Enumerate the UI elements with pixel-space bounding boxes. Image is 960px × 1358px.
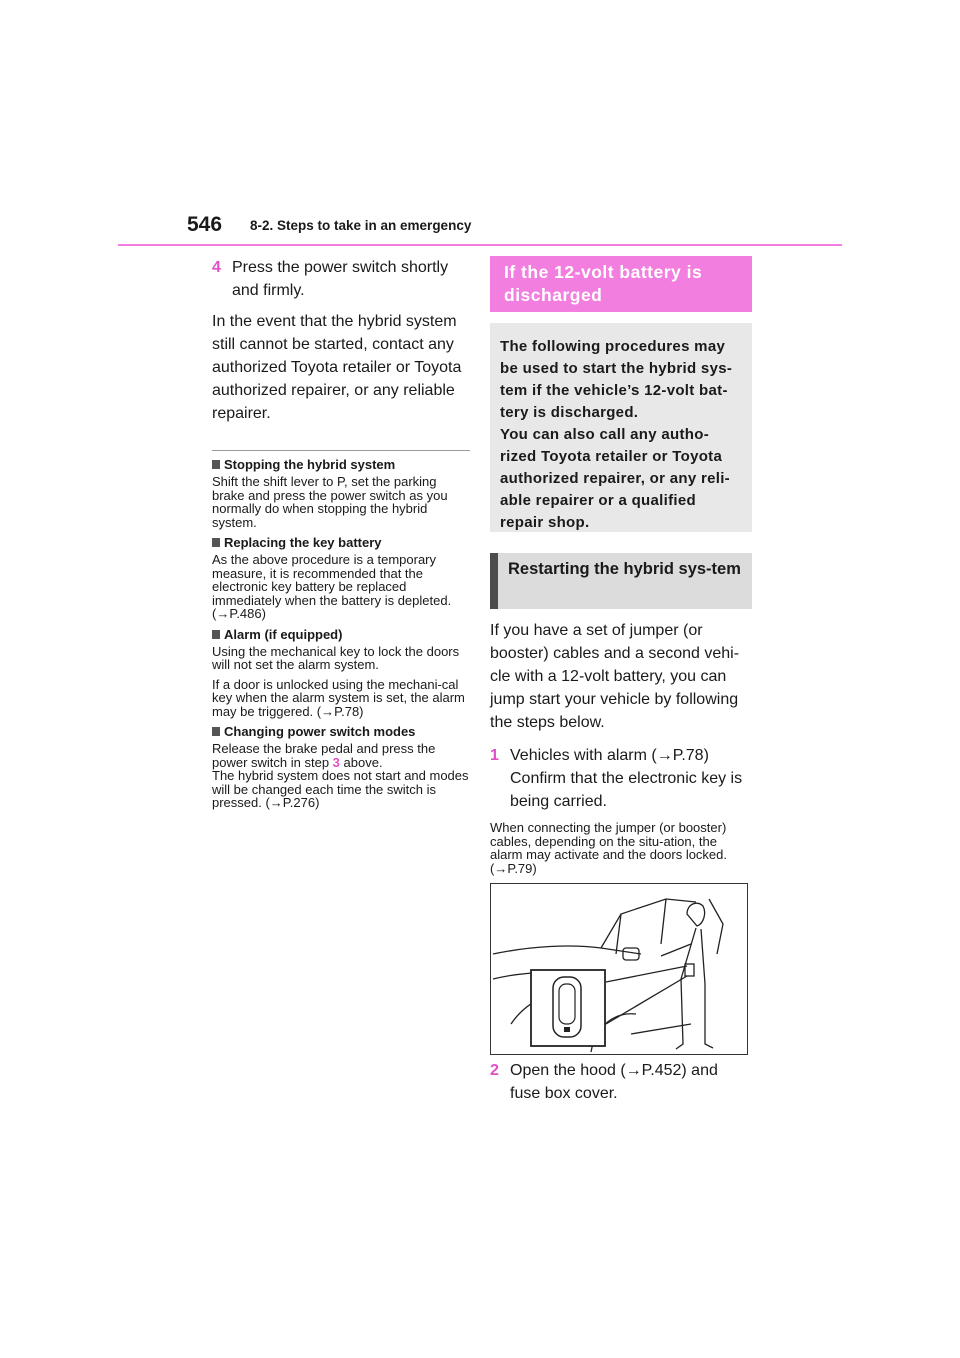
square-bullet-icon [212, 538, 220, 547]
step-2 [490, 1059, 752, 1105]
pink-section-heading: If the 12-volt battery is discharged [490, 256, 752, 312]
alarm-note: When connecting the jumper (or booster) cables, depending on the situ-ation, the alarm may activate and the doors locked. (→P.79) [490, 820, 728, 876]
right-column [490, 256, 752, 1113]
note-text: Using the mechanical key to lock the doors will not set the alarm system. [212, 643, 460, 672]
note-text: Release the brake pedal and press the power switch in step 3 above. The hybrid system does not start and modes will be changed each time the switch is pressed. (→P.276) [212, 741, 469, 810]
note-heading: Alarm (if equipped) [212, 627, 470, 642]
subsection-heading: Restarting the hybrid sys-tem [490, 553, 752, 609]
step-number: 2 [490, 1062, 499, 1079]
square-bullet-icon [212, 630, 220, 639]
intro-box [490, 323, 752, 532]
jump-start-paragraph: If you have a set of jumper (or booster) cables and a second vehi-cle with a 12-volt battery, you can jump start your vehicle by following the steps below. [490, 622, 740, 731]
note-text: Shift the shift lever to P, set the parking brake and press the power switch as you normally do when stopping the hybrid system. [212, 474, 448, 530]
note-heading: Changing power switch modes [212, 724, 470, 739]
section-title: 8-2. Steps to take in an emergency [250, 218, 472, 233]
note-text: As the above procedure is a temporary measure, it is recommended that the electronic key battery be replaced immediately when the battery is depleted. (→P.486) [212, 552, 452, 621]
step-text: Vehicles with alarm (→P.78) Confirm that the electronic key is being carried. [510, 747, 743, 810]
contact-paragraph: In the event that the hybrid system still cannot be started, contact any authorized Toyota retailer or Toyota authorized repairer, or any reliable repairer. [212, 313, 462, 422]
car-illustration-icon [491, 884, 747, 1054]
intro-text-2: You can also call any autho-rized Toyota retailer or Toyota authorized repairer, or any reli-able repairer or a qualified repair shop. [500, 426, 730, 531]
square-bullet-icon [212, 727, 220, 736]
page-header [187, 213, 842, 247]
note-heading: Replacing the key battery [212, 535, 470, 550]
left-column [212, 256, 470, 816]
step-1 [490, 744, 752, 813]
square-bullet-icon [212, 460, 220, 469]
page-number: 546 [187, 213, 223, 236]
intro-text: The following procedures may be used to start the hybrid sys-tem if the vehicle’s 12-volt bat-tery is discharged. [500, 338, 733, 421]
header-rule [118, 244, 842, 246]
car-key-illustration [490, 883, 748, 1055]
step-number: 4 [212, 259, 221, 276]
note-heading: Stopping the hybrid system [212, 457, 470, 472]
step-text: Press the power switch shortly and firmly. [232, 259, 449, 299]
step-text: Open the hood (→P.452) and fuse box cover. [510, 1062, 718, 1102]
step-4 [212, 256, 470, 302]
divider [212, 450, 470, 451]
step-reference: 3 [332, 754, 340, 770]
note-text: If a door is unlocked using the mechani-cal key when the alarm system is set, the alarm may be triggered. (→P.78) [212, 676, 465, 719]
step-number: 1 [490, 747, 499, 764]
